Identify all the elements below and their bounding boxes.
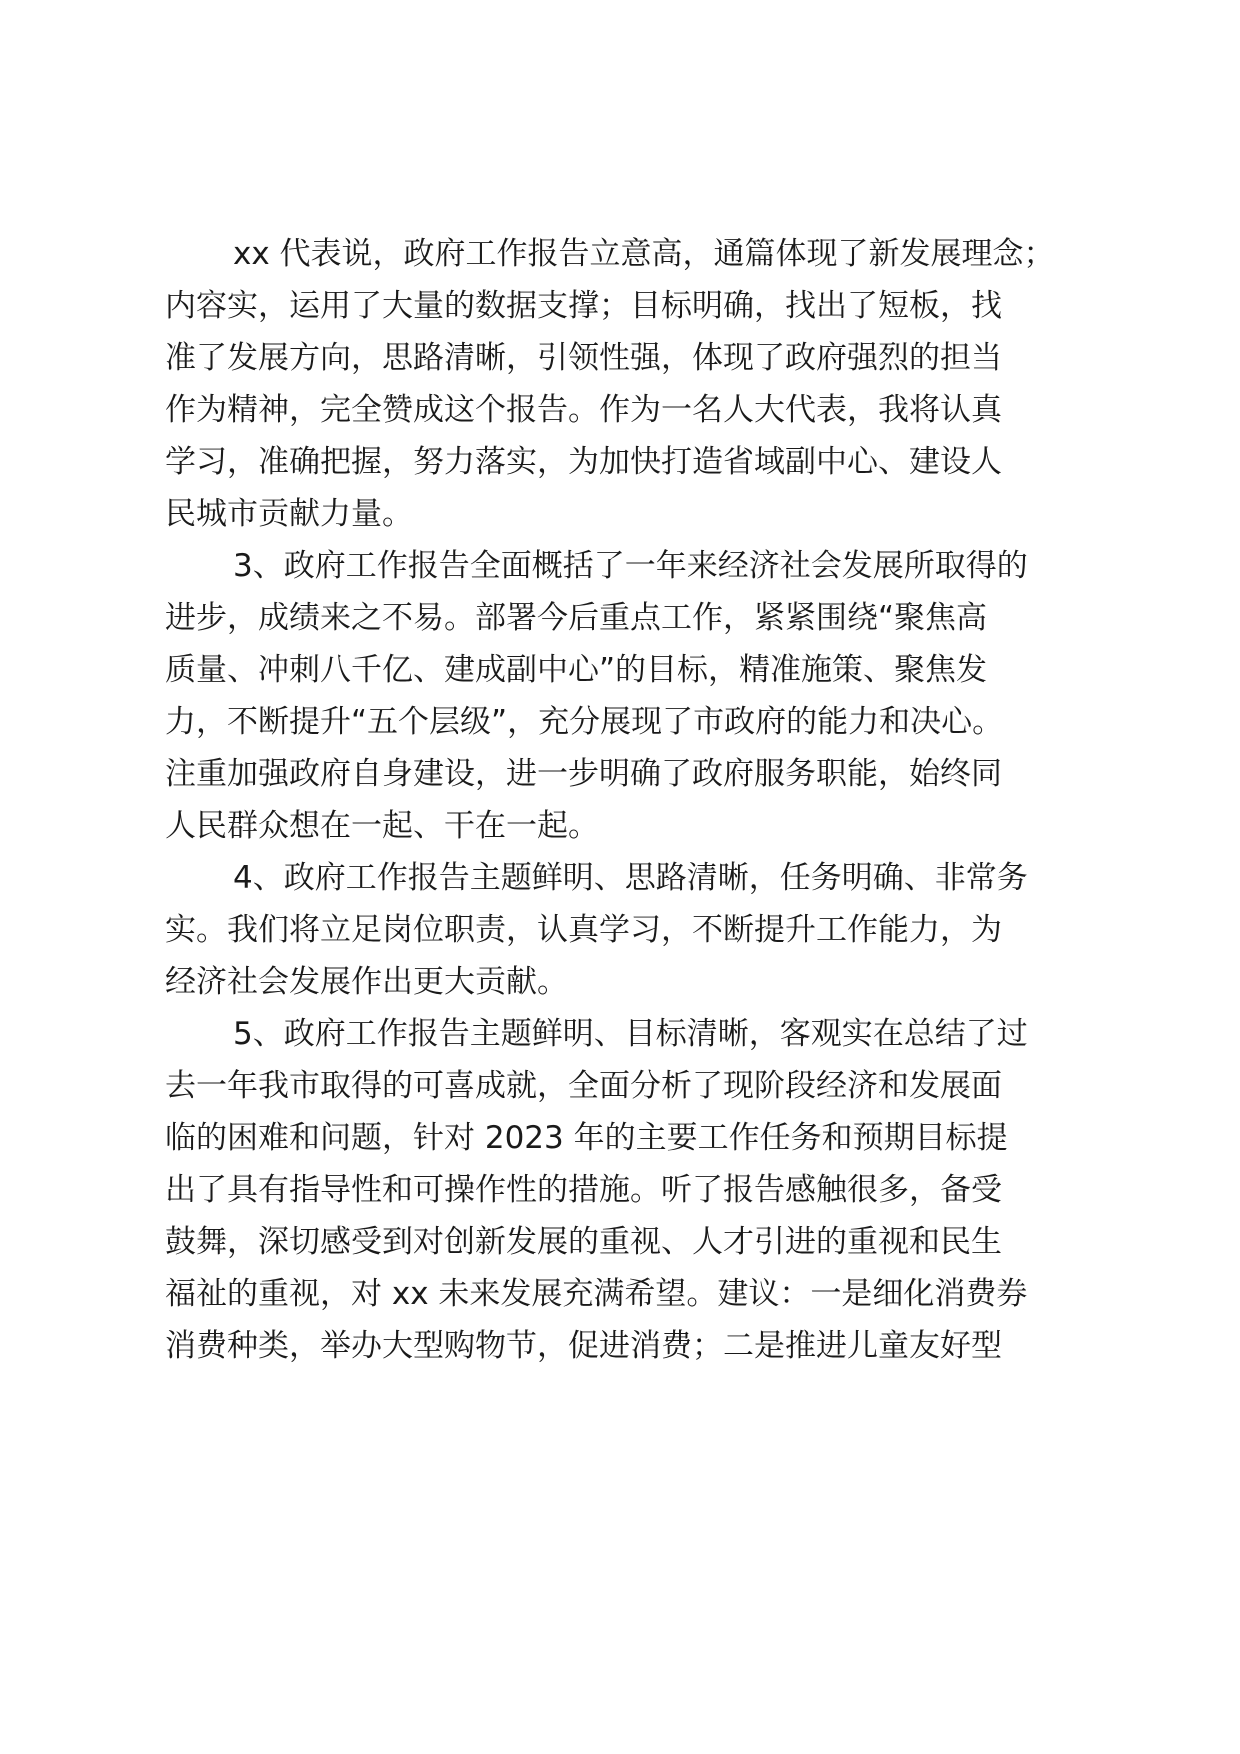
text-line: 进步，成绩来之不易。部署今后重点工作，紧紧围绕“聚焦高	[165, 600, 988, 636]
text-line: 民城市贡献力量。	[165, 496, 413, 532]
text-line: 经济社会发展作出更大贡献。	[165, 964, 568, 1000]
text-line: 力，不断提升“五个层级”，充分展现了市政府的能力和决心。	[165, 704, 1004, 740]
text-line: 学习，准确把握，努力落实，为加快打造省域副中心、建设人	[165, 444, 1002, 480]
text-line: 5、政府工作报告主题鲜明、目标清晰，客观实在总结了过	[233, 1016, 1028, 1052]
text-line: 福祉的重视，对 xx 未来发展充满希望。建议：一是细化消费券	[165, 1276, 1028, 1312]
text-line: 实。我们将立足岗位职责，认真学习，不断提升工作能力，为	[165, 912, 1002, 948]
text-line: 质量、冲刺八千亿、建成副中心”的目标，精准施策、聚焦发	[165, 652, 988, 688]
text-line: 消费种类，举办大型购物节，促进消费；二是推进儿童友好型	[165, 1328, 1002, 1364]
text-line: 去一年我市取得的可喜成就，全面分析了现阶段经济和发展面	[165, 1068, 1002, 1104]
text-line: 3、政府工作报告全面概括了一年来经济社会发展所取得的	[233, 548, 1028, 584]
text-line: 4、政府工作报告主题鲜明、思路清晰，任务明确、非常务	[233, 860, 1028, 896]
text-line: 作为精神，完全赞成这个报告。作为一名人大代表，我将认真	[165, 392, 1002, 428]
text-line: 鼓舞，深切感受到对创新发展的重视、人才引进的重视和民生	[165, 1224, 1002, 1260]
text-line: xx 代表说，政府工作报告立意高，通篇体现了新发展理念；	[233, 236, 1055, 272]
text-line: 注重加强政府自身建设，进一步明确了政府服务职能，始终同	[165, 756, 1002, 792]
text-line: 人民群众想在一起、干在一起。	[165, 808, 599, 844]
text-line: 内容实，运用了大量的数据支撑；目标明确，找出了短板，找	[165, 288, 1002, 324]
text-line: 准了发展方向，思路清晰，引领性强，体现了政府强烈的担当	[165, 340, 1002, 376]
text-line: 出了具有指导性和可操作性的措施。听了报告感触很多，备受	[165, 1172, 1002, 1208]
text-line: 临的困难和问题，针对 2023 年的主要工作任务和预期目标提	[165, 1120, 1008, 1156]
